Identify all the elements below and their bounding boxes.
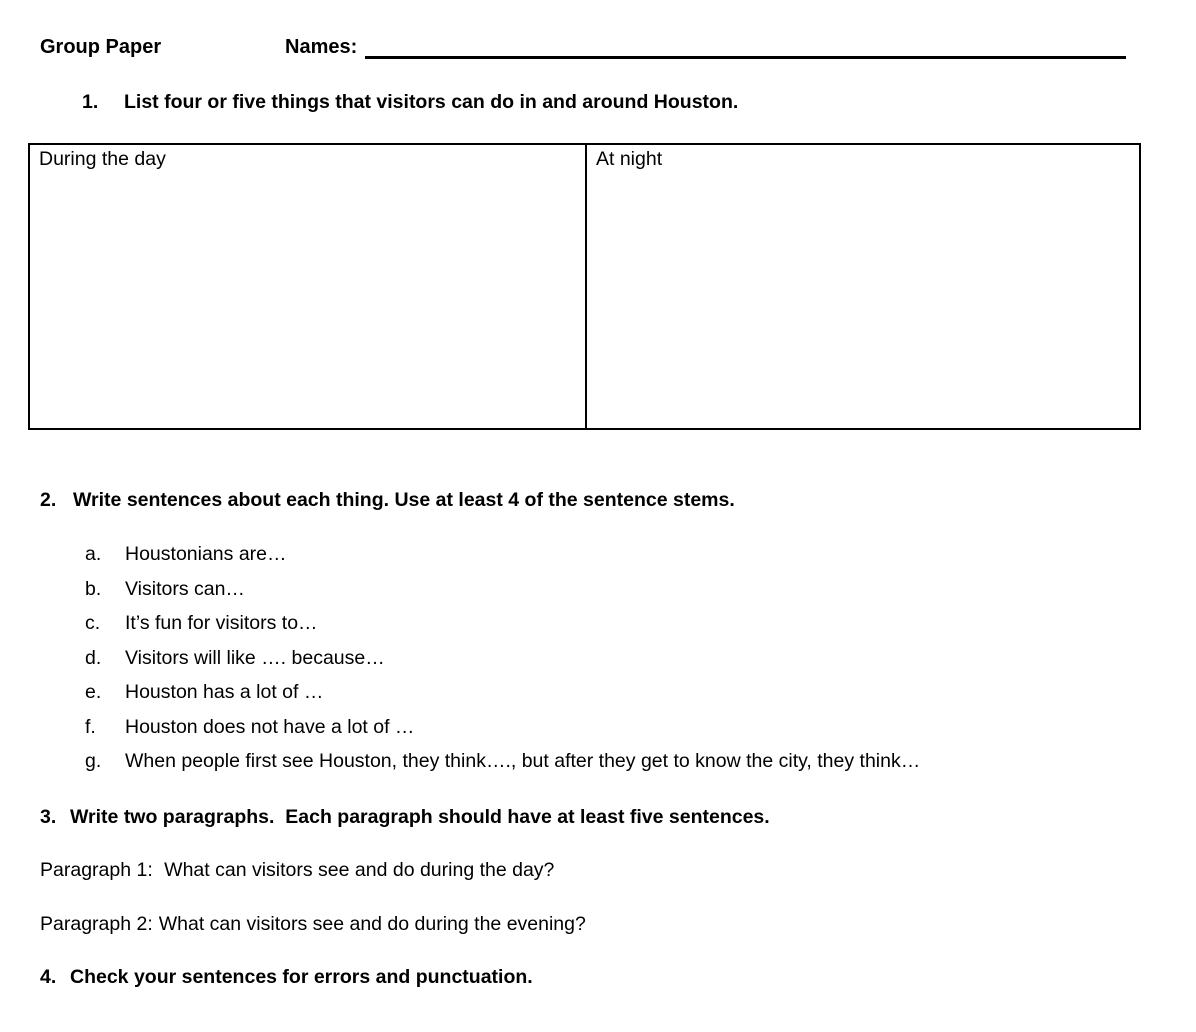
paragraph-1-text: What can visitors see and do during the day?: [158, 859, 555, 881]
names-label: Names:: [285, 36, 358, 58]
sentence-stem-row: [85, 578, 1166, 613]
question-2: [40, 489, 1156, 512]
stem-letter: d.: [85, 646, 102, 669]
sentence-stem-row: [85, 647, 1166, 682]
stem-text: Houstonians are…: [125, 543, 287, 565]
paragraph-1-label: Paragraph 1:: [40, 859, 153, 881]
table-row: [29, 144, 1140, 429]
question-4-text: Check your sentences for errors and punctuation.: [70, 966, 533, 988]
stem-letter: f.: [85, 715, 96, 738]
stem-text: Visitors can…: [125, 577, 245, 600]
question-4-number: 4.: [40, 966, 57, 988]
during-day-cell[interactable]: [29, 144, 586, 429]
stem-letter: c.: [85, 612, 101, 634]
stem-letter: b.: [85, 577, 102, 600]
question-2-text: Write sentences about each thing. Use at least 4 of the sentence stems.: [73, 489, 735, 511]
question-3: [40, 806, 1156, 829]
sentence-stem-row: [85, 750, 1166, 785]
stem-text: When people first see Houston, they think…., but after they get to know the city, they think…: [125, 750, 921, 772]
sentence-stem-row: [85, 716, 1166, 751]
question-3-text: Write two paragraphs. Each paragraph should have at least five sentences.: [70, 806, 770, 828]
stem-text: It’s fun for visitors to…: [125, 612, 318, 634]
header-row: [40, 36, 1126, 59]
stem-text: Houston has a lot of …: [125, 681, 324, 703]
at-night-header: At night: [596, 148, 663, 170]
sentence-stem-row: [85, 681, 1166, 716]
question-1-number: 1.: [82, 91, 99, 113]
sentence-stem-row: [85, 612, 1166, 647]
paragraph-1-prompt: [40, 859, 1156, 882]
stem-text: Houston does not have a lot of …: [125, 715, 415, 738]
question-1: [82, 91, 1156, 114]
question-2-number: 2.: [40, 489, 57, 511]
day-night-table: [28, 143, 1141, 430]
question-3-number: 3.: [40, 806, 57, 828]
question-1-text: List four or five things that visitors can do in and around Houston.: [124, 91, 739, 113]
at-night-cell[interactable]: [586, 144, 1140, 429]
stem-letter: a.: [85, 543, 102, 565]
sentence-stems-list: [85, 543, 1166, 785]
paragraph-2-text: What can visitors see and do during the evening?: [158, 913, 586, 935]
paragraph-2-label: Paragraph 2:: [40, 913, 153, 935]
document-title: Group Paper: [40, 36, 162, 58]
paragraph-2-prompt: [40, 913, 1156, 936]
sentence-stem-row: [85, 543, 1166, 578]
stem-text: Visitors will like …. because…: [125, 646, 385, 669]
stem-letter: e.: [85, 681, 102, 703]
stem-letter: g.: [85, 750, 102, 772]
question-4: [40, 966, 1156, 989]
names-blank-line[interactable]: [365, 36, 1126, 59]
during-day-header: During the day: [39, 148, 166, 170]
